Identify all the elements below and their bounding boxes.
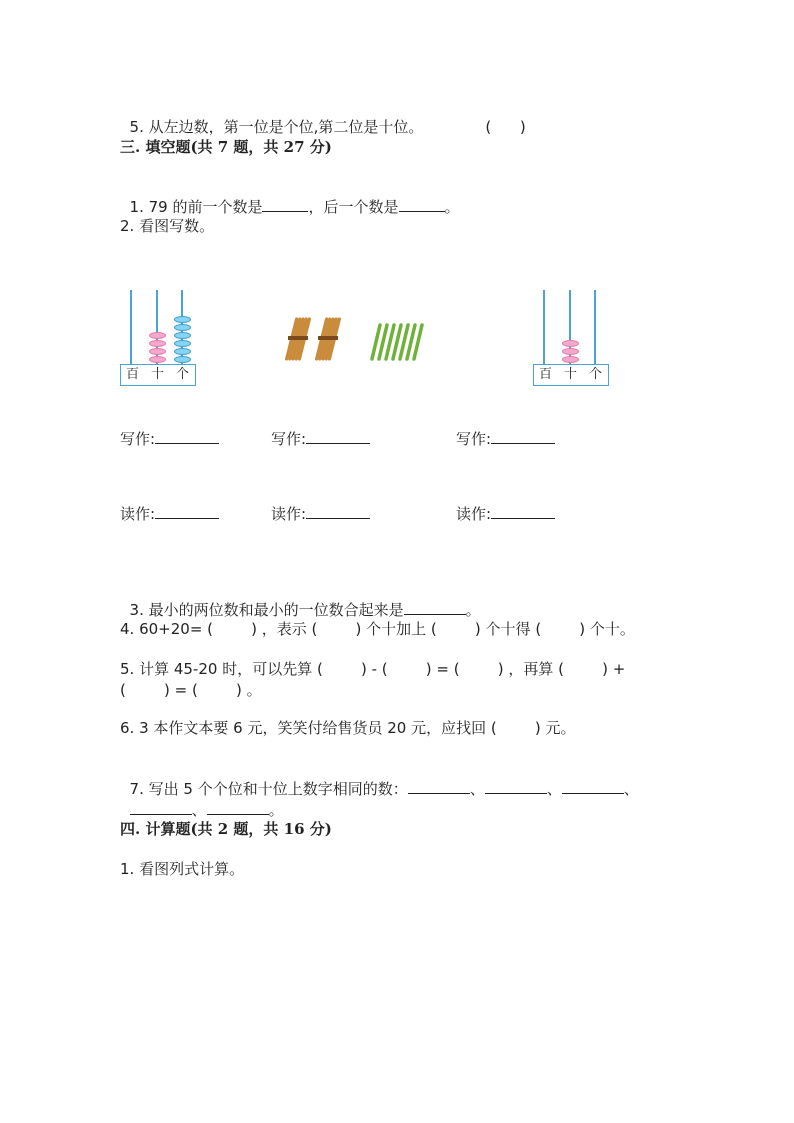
fill-question-4: 4. 60+20= ( ) ，表示 ( ) 个十加上 ( ) 个十得 ( ) 个十。 xyxy=(120,620,635,638)
fill-question-1 xyxy=(120,177,460,217)
abacus-label-ones: 个 xyxy=(589,367,603,382)
fill-question-5-line-1: 5. 计算 45-20 时，可以先算 ( ) - ( ) = ( ) ，再算 ( ) + xyxy=(120,660,626,678)
abacus-label-hundreds: 百 xyxy=(126,367,140,382)
answer-blank[interactable] xyxy=(491,504,555,519)
read-answer-2 xyxy=(271,504,370,524)
answer-blank[interactable] xyxy=(562,779,624,794)
separator: 、 xyxy=(546,780,562,798)
q1-text-c: 。 xyxy=(444,198,460,216)
answer-blank[interactable] xyxy=(485,779,547,794)
abacus-label-tens: 十 xyxy=(564,367,578,382)
bundle-tie xyxy=(318,336,338,340)
abacus-bead-tens xyxy=(562,356,579,363)
answer-blank[interactable] xyxy=(399,197,445,212)
separator: 、 xyxy=(191,801,207,819)
abacus-bead-ones xyxy=(174,340,191,347)
fill-question-5-line-2: ( ) = ( ) 。 xyxy=(120,681,262,699)
fill-question-6: 6. 3 本作文本要 6 元，笑笑付给售货员 20 元，应找回 ( ) 元。 xyxy=(120,719,576,737)
stick-bundle xyxy=(287,319,310,359)
abacus-base xyxy=(533,364,609,386)
answer-blank[interactable] xyxy=(306,504,370,519)
question-5-judge xyxy=(120,97,526,137)
counting-sticks-figure xyxy=(284,315,434,365)
answer-blank[interactable] xyxy=(262,197,308,212)
abacus-bead-tens xyxy=(149,340,166,347)
abacus-bead-ones xyxy=(174,316,191,323)
abacus-bead-tens xyxy=(149,356,166,363)
abacus-label-ones: 个 xyxy=(176,367,190,382)
abacus-figure-1 xyxy=(120,290,196,386)
section-3-title: 三. 填空题(共 7 题，共 27 分) xyxy=(120,138,332,156)
abacus-bead-tens xyxy=(149,348,166,355)
write-answer-1 xyxy=(120,429,219,449)
abacus-label-hundreds: 百 xyxy=(539,367,553,382)
separator: 、 xyxy=(623,780,639,798)
read-answer-1 xyxy=(120,504,219,524)
q1-text-a: 1. 79 的前一个数是 xyxy=(129,198,263,216)
q3-text-a: 3. 最小的两位数和最小的一位数合起来是 xyxy=(129,601,404,619)
answer-blank[interactable] xyxy=(408,779,470,794)
abacus-rod-hundreds xyxy=(130,290,132,364)
write-answer-2 xyxy=(271,429,370,449)
separator: 、 xyxy=(469,780,485,798)
write-label: 写作: xyxy=(120,430,156,448)
single-sticks xyxy=(372,325,422,359)
bundle-tie xyxy=(288,336,308,340)
abacus-bead-ones xyxy=(174,348,191,355)
stick-bundle xyxy=(317,319,340,359)
fill-question-7-line-2 xyxy=(120,780,284,820)
period: 。 xyxy=(268,801,284,819)
answer-blank[interactable] xyxy=(130,800,192,815)
read-label: 读作: xyxy=(456,505,492,523)
section-4-title: 四. 计算题(共 2 题，共 16 分) xyxy=(120,820,332,838)
fill-question-3 xyxy=(120,580,481,620)
abacus-figure-2 xyxy=(533,290,609,386)
abacus-rod-hundreds xyxy=(543,290,545,364)
write-label: 写作: xyxy=(271,430,307,448)
answer-blank[interactable] xyxy=(491,429,555,444)
abacus-label-tens: 十 xyxy=(151,367,165,382)
q3-text-b: 。 xyxy=(465,601,481,619)
abacus-bead-ones xyxy=(174,324,191,331)
fill-question-2: 2. 看图写数。 xyxy=(120,217,215,235)
ten-stick-bundles xyxy=(287,319,340,359)
q1-text-b: ，后一个数是 xyxy=(308,198,399,216)
answer-blank[interactable] xyxy=(155,429,219,444)
q7-text: 7. 写出 5 个个位和十位上数字相同的数： xyxy=(129,780,408,798)
read-answer-3 xyxy=(456,504,555,524)
abacus-rod-ones xyxy=(594,290,596,364)
answer-blank[interactable] xyxy=(404,600,466,615)
answer-paren: ( ) xyxy=(485,118,526,136)
abacus-bead-tens xyxy=(149,332,166,339)
abacus-bead-tens xyxy=(562,340,579,347)
write-answer-3 xyxy=(456,429,555,449)
abacus-bead-ones xyxy=(174,356,191,363)
abacus-bead-tens xyxy=(562,348,579,355)
write-label: 写作: xyxy=(456,430,492,448)
answer-blank[interactable] xyxy=(207,800,269,815)
answer-blank[interactable] xyxy=(306,429,370,444)
calc-question-1: 1. 看图列式计算。 xyxy=(120,860,245,878)
answer-blank[interactable] xyxy=(155,504,219,519)
abacus-base xyxy=(120,364,196,386)
question-text: 5. 从左边数，第一位是个位,第二位是十位。 xyxy=(129,118,424,136)
read-label: 读作: xyxy=(271,505,307,523)
read-label: 读作: xyxy=(120,505,156,523)
abacus-bead-ones xyxy=(174,332,191,339)
